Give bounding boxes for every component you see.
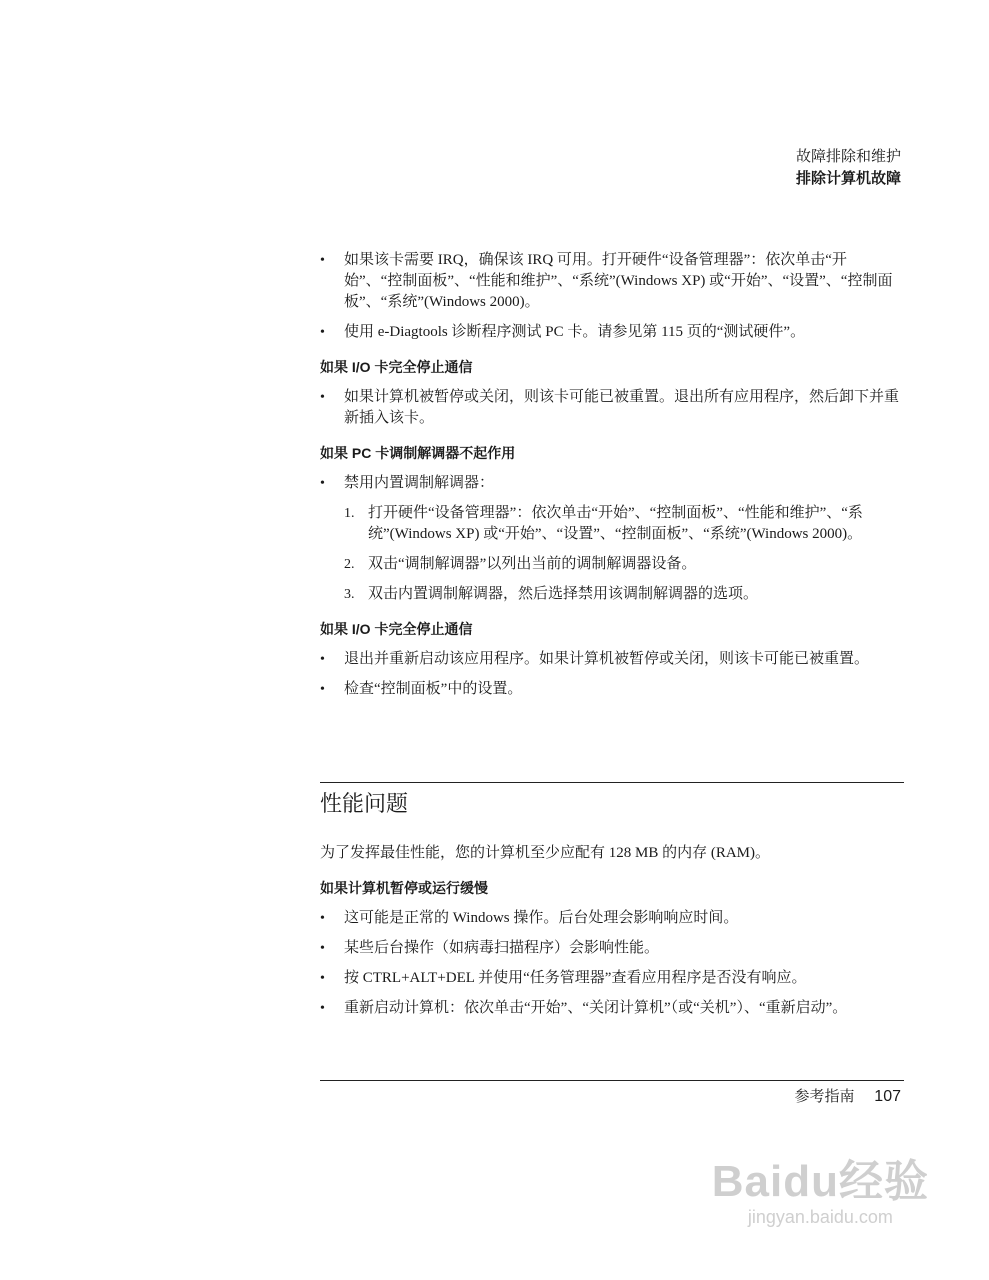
io-card-bullets-2 — [320, 649, 900, 700]
list-item: • 某些后台操作（如病毒扫描程序）会影响性能。 — [320, 938, 900, 959]
performance-section-title: 性能问题 — [320, 792, 409, 817]
list-item: • 如果计算机被暂停或关闭，则该卡可能已被重置。退出所有应用程序，然后卸下并重新插入该卡。 — [320, 387, 900, 429]
step-number: 3. — [344, 587, 355, 602]
list-item: • 如果该卡需要 IRQ，确保该 IRQ 可用。打开硬件“设备管理器”：依次单击“开始”、“控制面板”、“性能和维护”、“系统”(Windows XP) 或“开始”、“设置”、“控制面板”、“系统”(Windows 2000)。 — [320, 250, 900, 313]
step-item — [344, 584, 900, 605]
step-number: 1. — [344, 506, 355, 521]
list-item: • 这可能是正常的 Windows 操作。后台处理会影响响应时间。 — [320, 908, 900, 929]
chapter-title: 故障排除和维护 — [795, 149, 901, 165]
performance-intro: 为了发挥最佳性能，您的计算机至少应配有 128 MB 的内存 (RAM)。 — [320, 845, 771, 861]
modem-steps — [344, 503, 900, 605]
main-content — [320, 250, 900, 709]
running-header — [796, 146, 901, 190]
section-title-header: 排除计算机故障 — [795, 170, 901, 187]
top-bullet-list — [320, 250, 900, 343]
modem-heading: 如果 PC 卡调制解调器不起作用 — [320, 445, 516, 461]
modem-bullets — [320, 473, 900, 494]
list-item: • 按 CTRL+ALT+DEL 并使用“任务管理器”查看应用程序是否没有响应。 — [320, 968, 900, 989]
step-item — [344, 554, 900, 575]
performance-content — [320, 843, 900, 1028]
slow-heading: 如果计算机暂停或运行缓慢 — [320, 880, 488, 896]
watermark-logo-text: Baidu经验 — [711, 1157, 929, 1206]
watermark-url: jingyan.baidu.com — [747, 1207, 893, 1227]
list-item: • 检查“控制面板”中的设置。 — [320, 679, 900, 700]
list-item: • 重新启动计算机：依次单击“开始”、“关闭计算机”（或“关机”）、“重新启动”。 — [320, 998, 900, 1019]
slow-bullets — [320, 908, 900, 1019]
footer-label: 参考指南 — [794, 1089, 855, 1105]
io-card-bullets — [320, 387, 900, 429]
step-item — [344, 503, 900, 545]
list-item: • 退出并重新启动该应用程序。如果计算机被暂停或关闭，则该卡可能已被重置。 — [320, 649, 900, 670]
footer-divider — [320, 1080, 904, 1081]
page-footer — [795, 1085, 901, 1106]
step-text: 打开硬件“设备管理器”：依次单击“开始”、“控制面板”、“性能和维护”、“系统”(Windows XP) 或“开始”、“设置”、“控制面板”、“系统”(Windows 2000)。 — [368, 505, 863, 542]
io-card-heading: 如果 I/O 卡完全停止通信 — [320, 359, 473, 375]
page-number: 107 — [874, 1088, 901, 1105]
baidu-watermark — [712, 1145, 929, 1228]
step-number: 2. — [344, 557, 355, 572]
step-text: 双击内置调制解调器，然后选择禁用该调制解调器的选项。 — [368, 586, 759, 602]
section-divider — [320, 782, 904, 783]
list-item: • 使用 e-Diagtools 诊断程序测试 PC 卡。请参见第 115 页的“测试硬件”。 — [320, 322, 900, 343]
step-text: 双击“调制解调器”以列出当前的调制解调器设备。 — [368, 556, 697, 572]
list-item: • 禁用内置调制解调器： — [320, 473, 900, 494]
io-card-heading-2: 如果 I/O 卡完全停止通信 — [320, 621, 473, 637]
